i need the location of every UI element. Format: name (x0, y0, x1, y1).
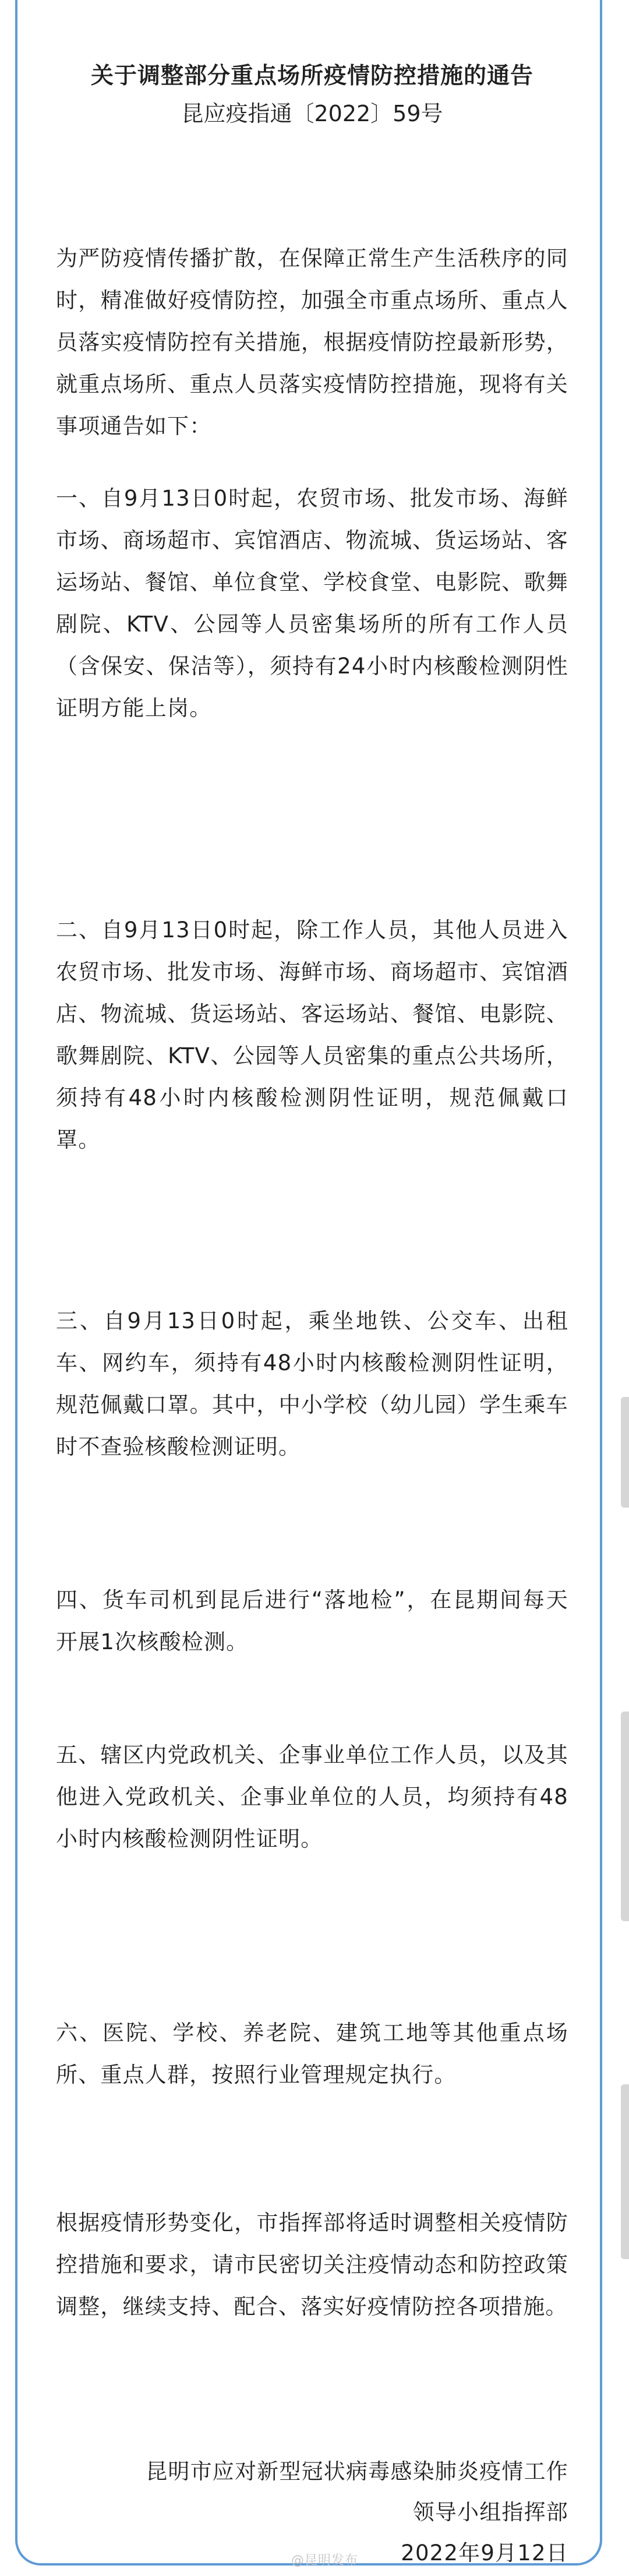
measure-item-3: 三、自9月13日0时起，乘坐地铁、公交车、出租车、网约车，须持有48小时内核酸检测阴性证明，规范佩戴口罩。其中，中小学校（幼儿园）学生乘车时不查验核酸检测证明。 (56, 1308, 568, 1459)
issuer-line-2: 领导小组指挥部 (412, 2500, 568, 2525)
notice-title: 关于调整部分重点场所疫情防控措施的通告 (90, 63, 533, 89)
measure-item-6: 六、医院、学校、养老院、建筑工地等其他重点场所、重点人群，按照行业管理规定执行。 (56, 2020, 568, 2087)
measure-item-5: 五、辖区内党政机关、企事业单位工作人员，以及其他进入党政机关、企事业单位的人员，均须持有48小时内核酸检测阴性证明。 (56, 1742, 568, 1851)
document-number: 昆应疫指通〔2022〕59号 (181, 101, 443, 126)
closing-paragraph: 根据疫情形势变化，市指挥部将适时调整相关疫情防控措施和要求，请市民密切关注疫情动态和防控政策调整，继续支持、配合、落实好疫情防控各项措施。 (56, 2210, 568, 2319)
scroll-edge-marker (621, 1712, 629, 1921)
measure-item-2: 二、自9月13日0时起，除工作人员，其他人员进入农贸市场、批发市场、海鲜市场、商场超市、宾馆酒店、物流城、货运场站、客运场站、餐馆、电影院、歌舞剧院、KTV、公园等人员密集的重点公共场所，须持有48小时内核酸检测阴性证明，规范佩戴口罩。 (56, 918, 568, 1152)
intro-paragraph: 为严防疫情传播扩散，在保障正常生产生活秩序的同时，精准做好疫情防控，加强全市重点场所、重点人员落实疫情防控有关措施，根据疫情防控最新形势，就重点场所、重点人员落实疫情防控措施，现将有关事项通告如下： (56, 246, 568, 439)
issuer-line-1: 昆明市应对新型冠状病毒感染肺炎疫情工作 (146, 2459, 568, 2484)
measure-item-4: 四、货车司机到昆后进行“落地检”，在昆期间每天开展1次核酸检测。 (56, 1587, 568, 1654)
scroll-edge-marker (621, 2084, 629, 2259)
measure-item-1: 一、自9月13日0时起，农贸市场、批发市场、海鲜市场、商场超市、宾馆酒店、物流城、货运场站、客运场站、餐馆、单位食堂、学校食堂、电影院、歌舞剧院、KTV、公园等人员密集场所的所有工作人员（含保安、保洁等），须持有24小时内核酸检测阴性证明方能上岗。 (56, 486, 568, 721)
watermark-text: @昆明发布 (291, 2553, 359, 2568)
issue-date: 2022年9月12日 (401, 2540, 568, 2566)
scroll-edge-marker (621, 1397, 629, 1508)
